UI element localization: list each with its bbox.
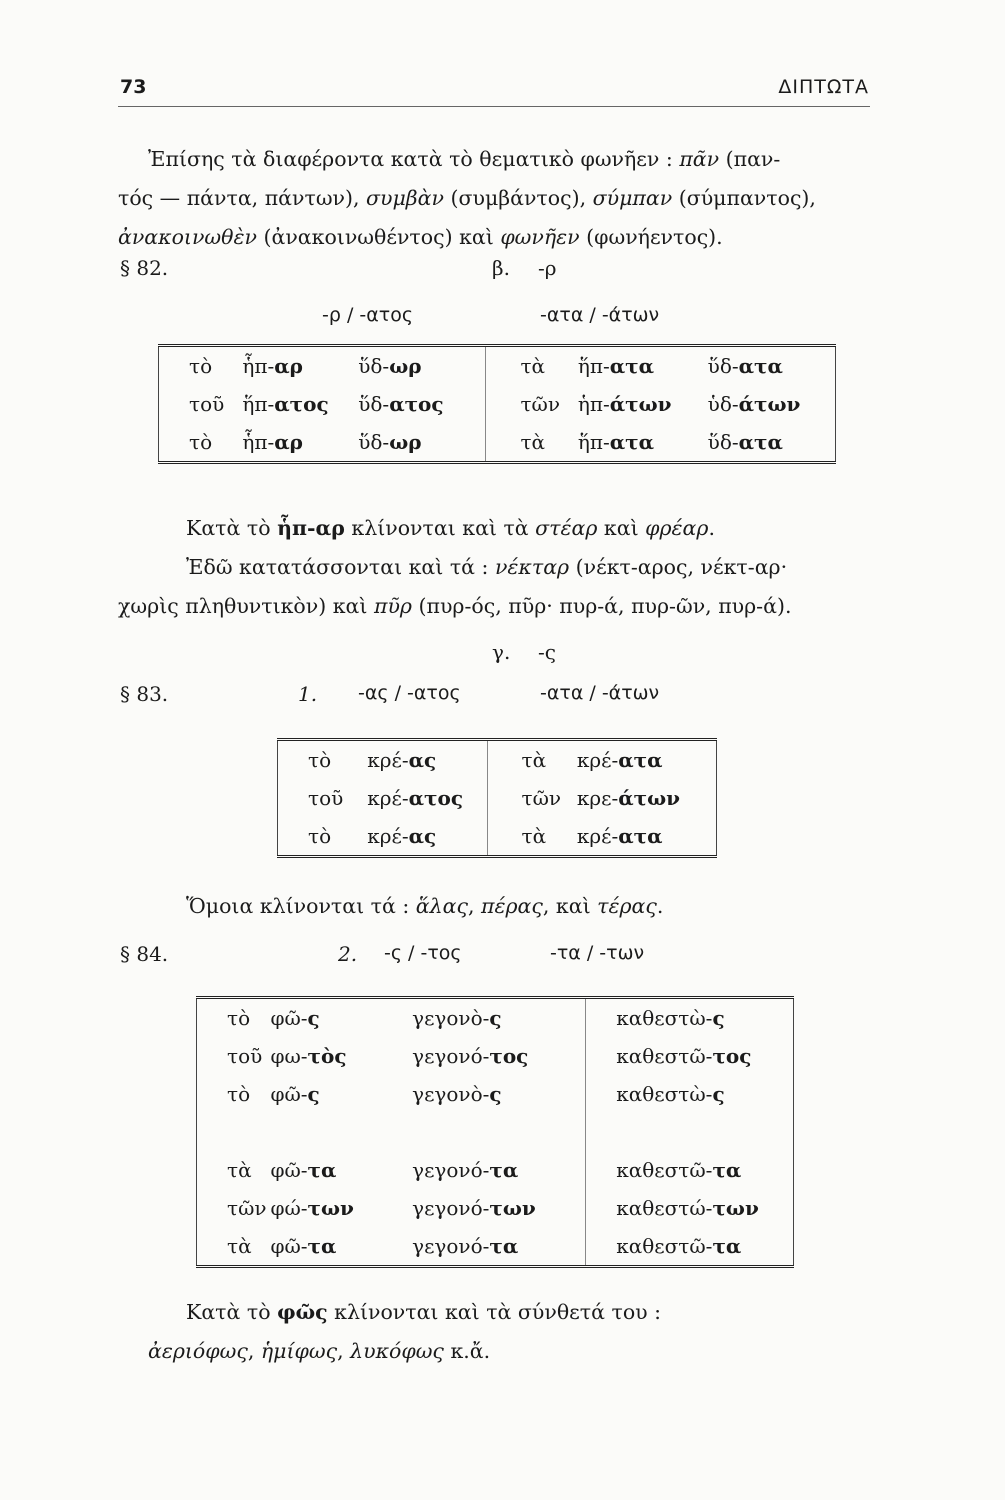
ending: ωρ — [389, 430, 422, 454]
ending: τα — [489, 1158, 519, 1182]
italic-term: ἡμίφως — [260, 1339, 338, 1363]
form-hydorpl — [708, 423, 836, 463]
form-kathestos — [586, 1151, 794, 1189]
text-run: κ.ἄ. — [443, 1339, 491, 1363]
form-kathestos — [586, 1227, 794, 1267]
stem: ὕδ- — [707, 430, 739, 454]
italic-term: πᾶν — [679, 147, 720, 171]
stem: φῶ- — [270, 1082, 308, 1106]
stem: ὑδ- — [707, 392, 739, 416]
stem: φῶ- — [270, 1234, 308, 1258]
ending: τα — [712, 1234, 742, 1258]
section-84-text — [118, 1293, 878, 1371]
ending: ατα — [738, 430, 783, 454]
ending: ς — [307, 1006, 320, 1030]
text-run: Κατὰ τὸ — [186, 516, 278, 540]
form-phos — [270, 1151, 400, 1189]
section-84-number: § 84. — [120, 942, 169, 966]
table-spacer — [197, 1113, 794, 1151]
header-rule — [118, 106, 870, 107]
article: τοῦ — [278, 779, 368, 817]
italic-term: νέκταρ — [494, 555, 570, 579]
text83-line-1 — [118, 887, 878, 926]
article: τὸ — [159, 346, 243, 386]
italic-term: φωνῆεν — [500, 225, 580, 249]
form-sg — [367, 779, 487, 817]
section-83-subnumber: 1. — [298, 682, 318, 706]
article: τὸ — [278, 817, 368, 857]
text-run: (σύμπαντος), — [672, 186, 816, 210]
stem: γεγονὸ- — [412, 1082, 490, 1106]
stem: γεγονό- — [412, 1044, 490, 1068]
stem: φῶ- — [270, 1158, 308, 1182]
article: τὰ — [486, 346, 578, 386]
italic-term: σύμπαν — [592, 186, 673, 210]
stem: ἥπ- — [242, 392, 275, 416]
italic-term: ἀεριόφως — [148, 1339, 248, 1363]
stem: ἥπ- — [577, 354, 610, 378]
article: τοῦ — [159, 385, 243, 423]
form-hydorsg — [358, 385, 486, 423]
ending: ατα — [618, 824, 663, 848]
stem: κρέ- — [576, 748, 619, 772]
table-row — [159, 346, 836, 386]
text-run: χωρὶς πληθυντικὸν) καὶ — [118, 594, 374, 618]
article: τοῦ — [197, 1037, 271, 1075]
stem: γεγονό- — [412, 1196, 490, 1220]
table-row — [197, 998, 794, 1038]
text84-line-1 — [118, 1293, 878, 1332]
ending: των — [712, 1196, 759, 1220]
form-phos — [270, 1037, 400, 1075]
subsection-gamma-ending: -ς — [538, 640, 556, 664]
article: τὰ — [197, 1151, 271, 1189]
form-phos — [270, 998, 400, 1038]
form-eparpl — [578, 423, 708, 463]
table-row — [159, 423, 836, 463]
section-82-subtitle: β. — [492, 256, 510, 280]
section-82-plural-header: -ατα / -άτων — [540, 304, 660, 326]
form-gegonos — [400, 1189, 586, 1227]
stem: καθεστὼ- — [616, 1082, 713, 1106]
stem: ὕδ- — [358, 354, 390, 378]
article: τὰ — [197, 1227, 271, 1267]
running-title: ΔΙΠΤΩΤΑ — [778, 76, 869, 98]
text-run: . — [708, 516, 715, 540]
intro-paragraph — [118, 140, 878, 257]
stem: κρέ- — [367, 786, 409, 810]
form-pl — [577, 740, 717, 780]
intro-line-2 — [118, 179, 878, 218]
section-82-number: § 82. — [120, 256, 169, 280]
form-gegonos — [400, 998, 586, 1038]
section-84-subnumber: 2. — [338, 942, 358, 966]
intro-line-1 — [118, 140, 878, 179]
text-run: , — [247, 1339, 261, 1363]
form-sg — [367, 817, 487, 857]
italic-term: λυκόφως — [350, 1339, 444, 1363]
ending: ατα — [738, 354, 783, 378]
form-hydorsg — [358, 346, 486, 386]
ending: τὸς — [307, 1044, 347, 1068]
italic-term: πῦρ — [373, 594, 412, 618]
text-run: , — [337, 1339, 351, 1363]
ending: τα — [712, 1158, 742, 1182]
text-run: καὶ — [597, 516, 646, 540]
table-83 — [277, 738, 717, 858]
form-phos — [270, 1075, 400, 1113]
ending: ας — [408, 824, 437, 848]
ending: ατα — [609, 430, 654, 454]
form-pl — [577, 817, 717, 857]
table-82 — [158, 344, 836, 464]
text-run: κλίνονται καὶ τὰ σύνθετά του : — [327, 1300, 662, 1324]
italic-term: στέαρ — [535, 516, 598, 540]
stem: ὕδ- — [358, 392, 390, 416]
stem: γεγονό- — [412, 1158, 490, 1182]
section-84-singular-header: -ς / -τος — [384, 942, 462, 964]
table-row — [197, 1189, 794, 1227]
stem: κρε- — [576, 786, 619, 810]
article: τὰ — [486, 423, 578, 463]
stem: ἥπ- — [577, 430, 610, 454]
ending: ς — [489, 1082, 502, 1106]
table-row — [197, 1075, 794, 1113]
article: τὸ — [197, 998, 271, 1038]
stem: ἧπ- — [242, 430, 275, 454]
page-number: 73 — [120, 76, 147, 98]
ending: άτων — [618, 786, 680, 810]
section-82-singular-header: -ρ / -ατος — [322, 304, 413, 326]
table-row — [159, 385, 836, 423]
ending: ατος — [408, 786, 464, 810]
section-84-plural-header: -τα / -των — [550, 942, 645, 964]
form-gegonos — [400, 1075, 586, 1113]
section-82-ending: -ρ — [538, 256, 557, 280]
form-eparsg — [242, 346, 358, 386]
text-run: , — [467, 894, 482, 918]
text-run: (συμβάντος), — [443, 186, 593, 210]
form-kathestos — [586, 1189, 794, 1227]
ending: ας — [408, 748, 437, 772]
table-row — [197, 1037, 794, 1075]
stem: γεγονό- — [412, 1234, 490, 1258]
section-83-number: § 83. — [120, 682, 169, 706]
form-eparsg — [242, 423, 358, 463]
text-run: τός — πάντα, πάντων), — [118, 186, 367, 210]
form-phos — [270, 1189, 400, 1227]
stem: καθεστώ- — [616, 1196, 713, 1220]
ending: ς — [712, 1082, 725, 1106]
ending: των — [489, 1196, 536, 1220]
form-gegonos — [400, 1151, 586, 1189]
article: τὰ — [487, 817, 577, 857]
section-83-singular-header: -ας / -ατος — [358, 682, 461, 704]
ending: τος — [712, 1044, 752, 1068]
ending: των — [307, 1196, 354, 1220]
text-run: Ὅμοια κλίνονται τά : — [186, 894, 416, 918]
form-hydorpl — [708, 385, 836, 423]
stem: κρέ- — [576, 824, 619, 848]
text-run: . — [656, 894, 664, 918]
ending: ατος — [274, 392, 329, 416]
ending: τος — [489, 1044, 529, 1068]
bold-term: φῶς — [277, 1300, 328, 1324]
ending: αρ — [274, 354, 303, 378]
text-run: (νέκτ-αρος, νέκτ-αρ· — [569, 555, 788, 579]
form-kathestos — [586, 1037, 794, 1075]
ending: ς — [307, 1082, 320, 1106]
stem: ὕδ- — [358, 430, 390, 454]
table-84 — [196, 996, 794, 1268]
table-row — [278, 740, 717, 780]
stem: ἡπ- — [577, 392, 610, 416]
stem: γεγονὸ- — [412, 1006, 490, 1030]
stem: καθεστῶ- — [616, 1044, 713, 1068]
text-run: (παν- — [719, 147, 781, 171]
form-sg — [367, 740, 487, 780]
form-eparpl — [578, 346, 708, 386]
article: τὸ — [197, 1075, 271, 1113]
text-run: Ἐδῶ κατατάσσονται καὶ τά : — [186, 555, 495, 579]
form-hydorsg — [358, 423, 486, 463]
table-row — [197, 1227, 794, 1267]
ending: ς — [712, 1006, 725, 1030]
italic-term: τέρας — [597, 894, 657, 918]
section-82-text — [118, 509, 878, 626]
ending: τα — [307, 1158, 337, 1182]
article: τὰ — [487, 740, 577, 780]
stem: ἧπ- — [242, 354, 275, 378]
text82-line-1 — [118, 509, 878, 548]
subsection-gamma-subtitle: γ. — [492, 640, 511, 664]
form-gegonos — [400, 1037, 586, 1075]
article: τῶν — [197, 1189, 271, 1227]
text-run: Κατὰ τὸ — [186, 1300, 278, 1324]
ending: αρ — [274, 430, 303, 454]
ending: ωρ — [389, 354, 422, 378]
text-run: (φωνήεντος). — [579, 225, 723, 249]
stem: καθεστῶ- — [616, 1158, 713, 1182]
article: τῶν — [486, 385, 578, 423]
ending: ατος — [389, 392, 444, 416]
italic-term: ἀνακοινωθὲν — [118, 225, 257, 249]
form-kathestos — [586, 998, 794, 1038]
stem: καθεστῶ- — [616, 1234, 713, 1258]
text-run: , καὶ — [542, 894, 598, 918]
text-run: (ἀνακοινωθέντος) καὶ — [256, 225, 501, 249]
form-kathestos — [586, 1075, 794, 1113]
form-eparsg — [242, 385, 358, 423]
ending: ατα — [609, 354, 654, 378]
ending: ς — [489, 1006, 502, 1030]
ending: τα — [307, 1234, 337, 1258]
article: τὸ — [278, 740, 368, 780]
ending: ατα — [618, 748, 663, 772]
italic-term: ἅλας — [415, 894, 468, 918]
form-hydorpl — [708, 346, 836, 386]
text-run: Ἐπίσης τὰ διαφέροντα κατὰ τὸ θεματικὸ φωνῆεν : — [148, 147, 680, 171]
intro-line-3 — [118, 218, 878, 257]
stem: καθεστὼ- — [616, 1006, 713, 1030]
italic-term: πέρας — [481, 894, 543, 918]
stem: φώ- — [270, 1196, 308, 1220]
italic-term: συμβὰν — [366, 186, 444, 210]
ending: τα — [489, 1234, 519, 1258]
text-run: (πυρ-ός, πῦρ· πυρ-ά, πυρ-ῶν, πυρ-ά). — [411, 594, 792, 618]
article: τῶν — [487, 779, 577, 817]
stem: κρέ- — [367, 748, 409, 772]
form-eparpl — [578, 385, 708, 423]
bold-term: ἧπ-αρ — [277, 516, 345, 540]
text82-line-3 — [118, 587, 878, 626]
ending: άτων — [609, 392, 672, 416]
article: τὸ — [159, 423, 243, 463]
italic-term: φρέαρ — [645, 516, 709, 540]
form-pl — [577, 779, 717, 817]
table-row — [278, 817, 717, 857]
section-83-text — [118, 887, 878, 926]
section-83-plural-header: -ατα / -άτων — [540, 682, 660, 704]
stem: φῶ- — [270, 1006, 308, 1030]
stem: ὕδ- — [707, 354, 739, 378]
ending: άτων — [738, 392, 801, 416]
form-gegonos — [400, 1227, 586, 1267]
table-row — [197, 1151, 794, 1189]
stem: κρέ- — [367, 824, 409, 848]
text84-line-2 — [118, 1332, 878, 1371]
table-row — [278, 779, 717, 817]
form-phos — [270, 1227, 400, 1267]
text-run: κλίνονται καὶ τὰ — [344, 516, 536, 540]
stem: φω- — [270, 1044, 308, 1068]
text82-line-2 — [118, 548, 878, 587]
